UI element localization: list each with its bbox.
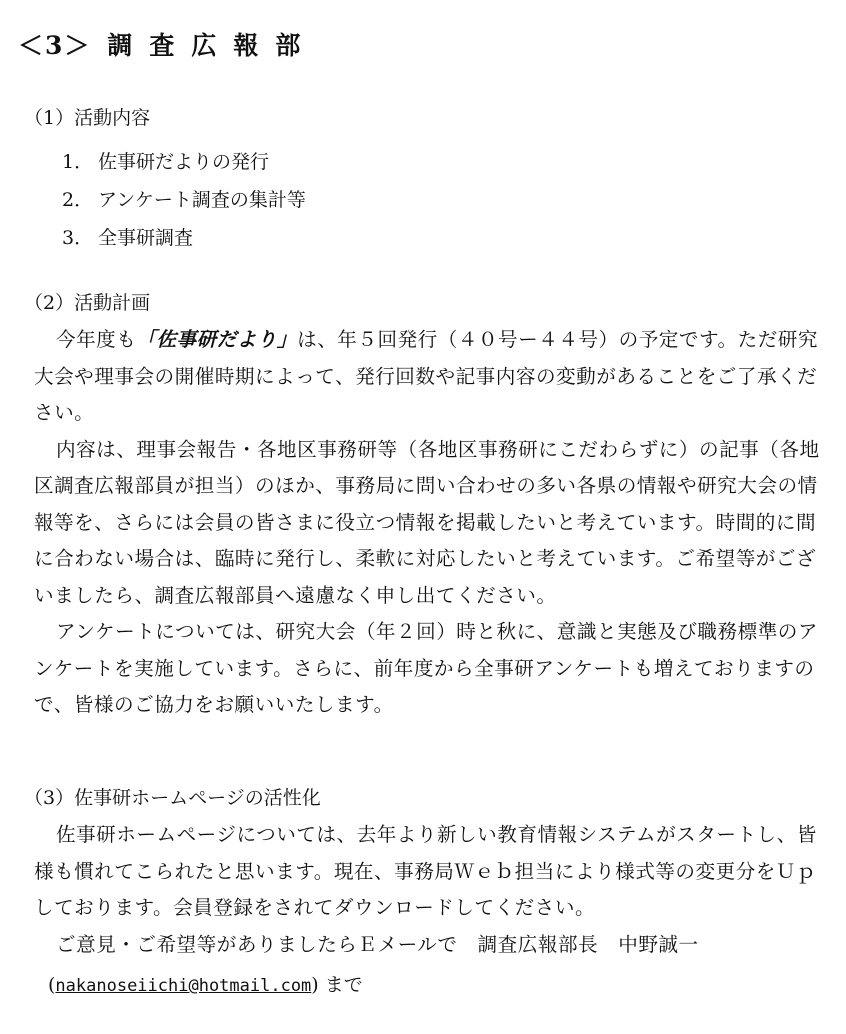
newsletter-title: 「佐事研だより」 <box>136 328 298 351</box>
list-item-text: 全事研調査 <box>98 227 194 249</box>
plan-paragraph-1 <box>34 322 824 432</box>
section2-body <box>34 322 824 724</box>
plan-p1-rest: は、年５回発行（４０号ー４４号）の予定です。ただ研究大会や理事会の開催時期によって、発行回数や記事内容の変動があることをご了承ください。 <box>34 328 818 424</box>
section3-heading: （3）佐事研ホームページの活性化 <box>24 787 321 809</box>
list-item <box>62 143 306 181</box>
title-section-number: ＜3＞ <box>18 31 92 60</box>
section1-heading: （1）活動内容 <box>24 107 151 129</box>
list-item <box>62 219 306 257</box>
contact-open-paren: ( <box>48 974 56 996</box>
plan-paragraph-3: アンケートについては、研究大会（年２回）時と秋に、意識と実態及び職務標準のアンケートを実施しています。さらに、前年度から全事研アンケートも増えておりますので、皆様のご協力をお願いいたします。 <box>34 620 818 716</box>
title-department-name: 調査広報部 <box>107 31 318 60</box>
homepage-paragraph: 佐事研ホームページについては、去年より新しい教育情報システムがスタートし、皆様も慣れてこられたと思います。現在、事務局Ｗｅｂ担当により様式等の変更分をＵｐしております。会員登録をされてダウンロードしてください。 <box>34 823 817 919</box>
plan-p1-lead: 今年度も <box>56 328 137 351</box>
list-item-number: 1． <box>62 151 94 173</box>
list-item-number: 2． <box>62 189 94 211</box>
contact-paragraph: ご意見・ご希望等がありましたらＥメールで 調査広報部長 中野誠一 <box>56 932 699 956</box>
list-item-text: アンケート調査の集計等 <box>98 189 306 211</box>
list-item <box>62 181 306 219</box>
contact-line <box>48 970 363 997</box>
contact-close: ) まで <box>311 974 363 996</box>
page-title <box>18 26 317 62</box>
list-item-text: 佐事研だよりの発行 <box>98 151 270 173</box>
contact-email[interactable]: nakanoseiichi@hotmail.com <box>55 976 312 996</box>
activity-list <box>62 143 306 257</box>
section2-heading: （2）活動計画 <box>24 292 151 314</box>
list-item-number: 3． <box>62 227 94 249</box>
section3-body <box>34 817 824 963</box>
plan-paragraph-2: 内容は、理事会報告・各地区事務研等（各地区事務研にこだわらずに）の記事（各地区調査広報部員が担当）のほか、事務局に問い合わせの多い各県の情報や研究大会の情報等を、さらには会員の皆さまに役立つ情報を掲載したいと考えています。時間的に間に合わない場合は、臨時に発行し、柔軟に対応したいと考えています。ご希望等がございましたら、調査広報部員へ遠慮なく申し出てください。 <box>34 437 820 607</box>
